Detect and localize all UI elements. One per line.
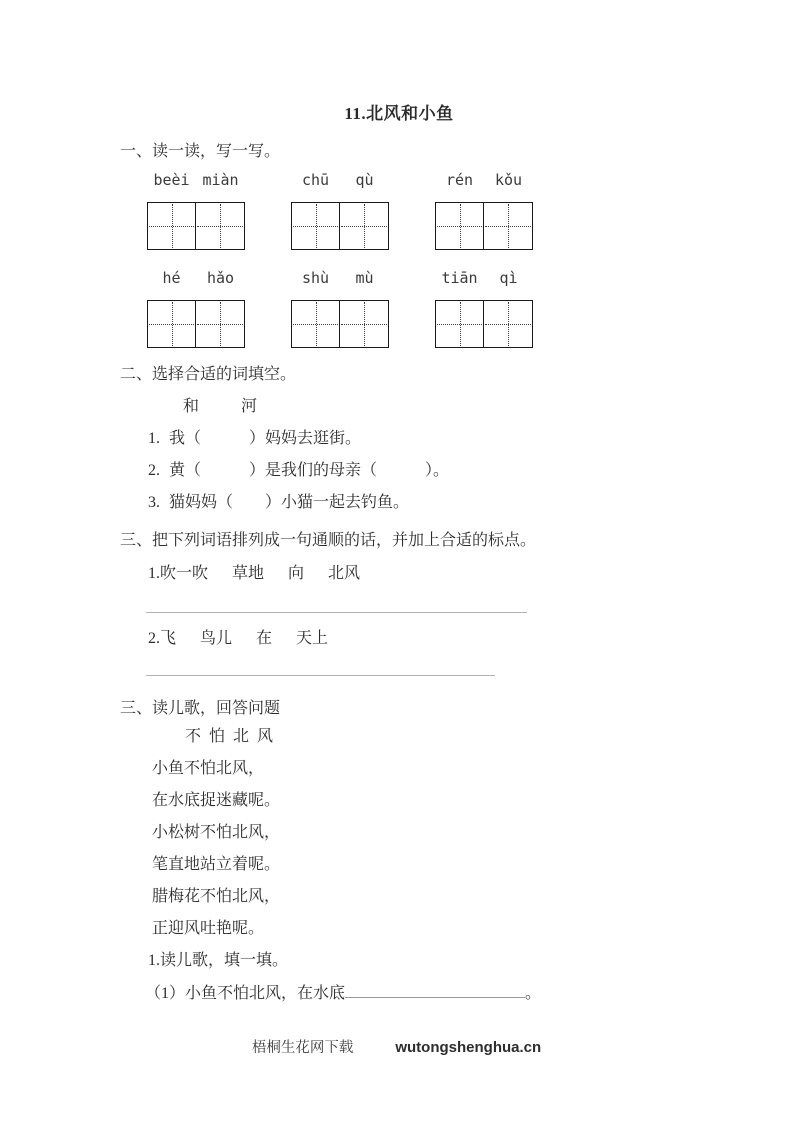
pinyin-label: rén [445, 171, 474, 189]
item-number: 3. [148, 494, 160, 511]
item-number: 1. [148, 430, 160, 447]
pinyin-label: miàn [202, 171, 239, 189]
fill-item [148, 428, 678, 450]
pinyin-label: kǒu [494, 171, 523, 189]
tianzige-group [435, 170, 533, 250]
word-bank-item: 和 [183, 398, 200, 415]
footer-site-url: wutongshenghua.cn [395, 1039, 542, 1056]
tianzige-group [291, 268, 389, 348]
writing-grid-area [147, 170, 678, 348]
question-prefix: （1）小鱼不怕北风，在水底 [145, 985, 346, 1002]
arrange-word: 北风 [328, 565, 361, 582]
cell-pair [147, 202, 245, 250]
word-bank-item: 河 [241, 398, 258, 415]
pinyin-label: tiān [441, 269, 478, 287]
pinyin-row [291, 268, 389, 288]
pinyin-row [435, 170, 533, 190]
grid-row [147, 170, 678, 250]
writing-cell [484, 300, 533, 348]
item-number: 1. [148, 565, 160, 582]
item-number: 2. [148, 462, 160, 479]
cell-pair [147, 300, 245, 348]
poem-line: 小鱼不怕北风， [152, 760, 265, 777]
writing-cell [435, 300, 484, 348]
writing-cell [340, 300, 389, 348]
item-text: 我（ ）妈妈去逛街。 [169, 430, 362, 447]
poem-title: 不 怕 北 风 [185, 728, 276, 745]
pinyin-label: beèi [153, 171, 190, 189]
section-3-header: 三、把下列词语排列成一句通顺的话，并加上合适的标点。 [120, 532, 537, 549]
writing-cell [196, 202, 245, 250]
question-header: 1.读儿歌，填一填。 [148, 952, 289, 969]
section-1-header: 一、读一读，写一写。 [120, 143, 281, 160]
pinyin-label: mù [355, 269, 374, 287]
question-suffix: 。 [525, 985, 542, 1002]
arrange-word: 向 [288, 565, 305, 582]
word-bank [183, 396, 678, 418]
pinyin-row [147, 170, 245, 190]
writing-cell [147, 300, 196, 348]
poem-line: 正迎风吐艳呢。 [152, 920, 265, 937]
answer-line [146, 675, 495, 676]
page-title: 11.北风和小鱼 [344, 104, 454, 123]
poem-line: 笔直地站立着呢。 [152, 856, 281, 873]
writing-cell [291, 300, 340, 348]
item-text: 猫妈妈（ ）小猫一起去钓鱼。 [169, 494, 410, 511]
writing-cell [147, 202, 196, 250]
arrange-item [148, 628, 678, 650]
arrange-item [148, 563, 678, 585]
fill-item [148, 460, 678, 482]
tianzige-group [435, 268, 533, 348]
writing-cell [435, 202, 484, 250]
cell-pair [291, 300, 389, 348]
writing-cell [196, 300, 245, 348]
poem-line: 小松树不怕北风， [152, 824, 281, 841]
grid-row [147, 268, 678, 348]
section-poem-header: 三、读儿歌，回答问题 [120, 700, 281, 717]
pinyin-label: shù [301, 269, 330, 287]
pinyin-label: qù [355, 171, 374, 189]
cell-pair [291, 202, 389, 250]
section-2-header: 二、选择合适的词填空。 [120, 366, 297, 383]
cell-pair [435, 300, 533, 348]
fill-item [148, 492, 678, 514]
fill-blank [345, 996, 525, 998]
arrange-word: 在 [256, 630, 273, 647]
pinyin-row [147, 268, 245, 288]
pinyin-label: qì [499, 269, 518, 287]
page-footer [0, 1036, 793, 1057]
tianzige-group [147, 170, 245, 250]
writing-cell [484, 202, 533, 250]
poem-line: 在水底捉迷藏呢。 [152, 792, 281, 809]
pinyin-label: hé [162, 269, 181, 287]
arrange-word: 吹一吹 [160, 565, 209, 582]
arrange-word: 飞 [160, 630, 177, 647]
answer-line [146, 612, 527, 613]
pinyin-label: hǎo [206, 269, 235, 287]
poem-line: 腊梅花不怕北风， [152, 888, 281, 905]
arrange-word: 鸟儿 [200, 630, 233, 647]
pinyin-row [435, 268, 533, 288]
question-item [145, 983, 678, 1005]
writing-cell [340, 202, 389, 250]
pinyin-label: chū [301, 171, 330, 189]
writing-cell [291, 202, 340, 250]
footer-site-name: 梧桐生花网下载 [251, 1040, 354, 1056]
pinyin-row [291, 170, 389, 190]
tianzige-group [291, 170, 389, 250]
arrange-word: 天上 [296, 630, 329, 647]
item-text: 黄（ ）是我们的母亲（ ）。 [169, 462, 450, 479]
item-number: 2. [148, 630, 160, 647]
arrange-word: 草地 [232, 565, 265, 582]
tianzige-group [147, 268, 245, 348]
cell-pair [435, 202, 533, 250]
